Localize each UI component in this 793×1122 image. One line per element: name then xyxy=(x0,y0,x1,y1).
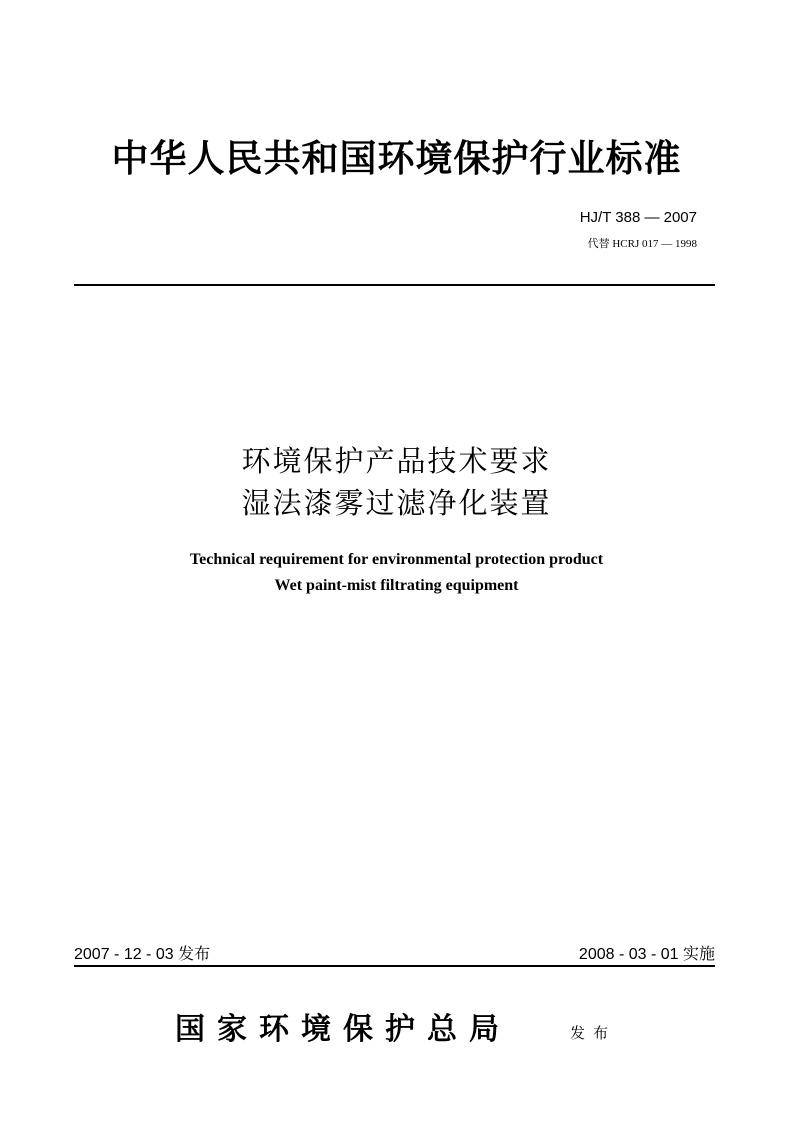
issued-label: 发布 xyxy=(570,1024,617,1042)
bottom-divider xyxy=(74,965,715,967)
issuing-authority: 国家环境保护总局 xyxy=(175,1012,511,1047)
publish-date: 2007 - 12 - 03 发布 xyxy=(74,946,211,963)
effective-date: 2008 - 03 - 01 实施 xyxy=(578,946,715,963)
chinese-title-line-1: 环境保护产品技术要求 xyxy=(241,444,552,478)
chinese-title-line-2: 湿法漆雾过滤净化装置 xyxy=(241,486,552,520)
top-divider xyxy=(74,284,715,286)
english-title-line-2: Wet paint-mist filtrating equipment xyxy=(274,577,519,594)
standard-category-title: 中华人民共和国环境保护行业标准 xyxy=(111,136,682,180)
standard-number: HJ/T 388 — 2007 xyxy=(579,209,697,226)
english-title-line-1: Technical requirement for environmental protection product xyxy=(189,551,604,568)
replaces-standard: 代替 HCRJ 017 — 1998 xyxy=(587,238,697,250)
